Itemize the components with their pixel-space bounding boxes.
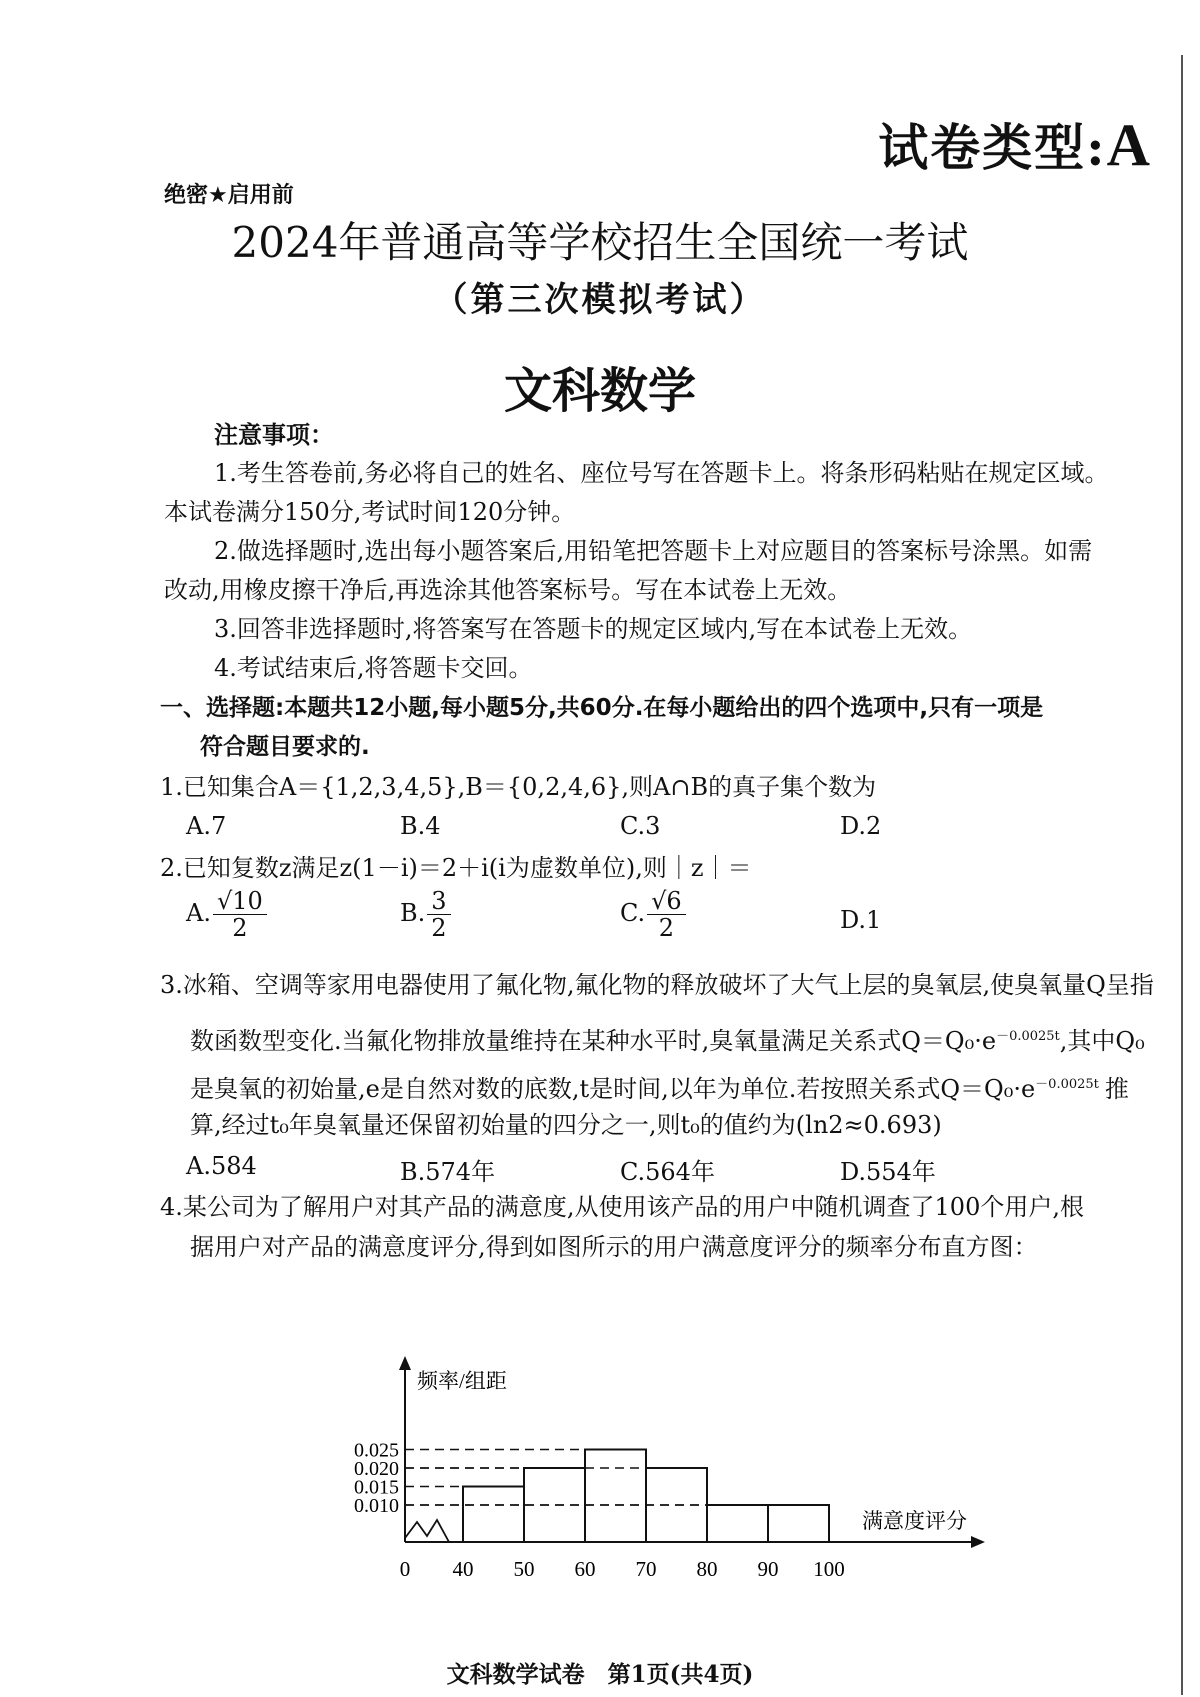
question-3-option: D.554年 (840, 1158, 936, 1186)
subject-title: 文科数学 (503, 363, 696, 419)
question-2-stem: 2.已知复数z满足z(1－i)＝2＋i(i为虚数单位),则｜z｜＝ (160, 854, 752, 882)
x-tick-label: 100 (813, 1557, 845, 1581)
question-4-line: 4.某公司为了解用户对其产品的满意度,从使用该产品的用户中随机调查了100个用户,根 (160, 1193, 1084, 1221)
notice-line: 2.做选择题时,选出每小题答案后,用铅笔把答题卡上对应题目的答案标号涂黑。如需 (214, 537, 1093, 565)
question-3-option: C.564年 (620, 1158, 715, 1186)
page-footer: 文科数学试卷 第1页(共4页) (446, 1661, 754, 1688)
question-3-line: 算,经过t₀年臭氧量还保留初始量的四分之一,则t₀的值约为(ln2≈0.693) (190, 1111, 942, 1139)
exam-title: 2024年普通高等学校招生全国统一考试 (231, 218, 969, 267)
paper-type-label: 试卷类型: (878, 118, 1107, 177)
histogram-labels (354, 1369, 967, 1581)
question-3-line: 是臭氧的初始量,e是自然对数的底数,t是时间,以年为单位.若按照关系式$Q=Q_0\cdot e^{-0.0025t}$ 推 (190, 1075, 1129, 1103)
section-heading: 一、选择题:本题共12小题,每小题5分,共60分.在每小题给出的四个选项中,只有一项是 (160, 695, 1044, 721)
y-axis-label: 频率/组距 (417, 1369, 507, 1393)
axis-break (405, 1520, 449, 1542)
question-3-line: 数函数型变化.当氟化物排放量维持在某种水平时,臭氧量满足关系式$Q=Q_0\cdot e^{-0.0025t}$,其中Q₀ (190, 1027, 1145, 1055)
question-1-option: D.2 (840, 812, 882, 840)
exam-subtitle: （第三次模拟考试） (433, 280, 767, 320)
notice-heading: 注意事项： (214, 421, 334, 449)
histogram-bar (585, 1450, 646, 1543)
confidential-mark: 绝密★启用前 (164, 183, 294, 208)
question-2-option-b: B. $\frac{3}{2}$ (400, 888, 451, 941)
x-tick-label: 40 (452, 1557, 474, 1581)
y-tick-label: 0.015 (354, 1476, 399, 1499)
x-tick-label: 60 (574, 1557, 596, 1581)
question-1-option: B.4 (400, 812, 441, 840)
x-tick-label: 80 (696, 1557, 718, 1581)
section-heading-cont: 符合题目要求的. (200, 734, 370, 760)
x-axis-arrow (971, 1536, 985, 1548)
notice-line: 本试卷满分150分,考试时间120分钟。 (164, 498, 576, 526)
y-tick-label: 0.025 (354, 1439, 399, 1462)
histogram-bar (463, 1487, 524, 1543)
y-tick-label: 0.010 (354, 1495, 399, 1517)
x-tick-label: 50 (513, 1557, 535, 1581)
question-1-option: A.7 (186, 812, 227, 840)
question-1-stem: 1.已知集合A＝{1,2,3,4,5},B＝{0,2,4,6},则A∩B的真子集个数为 (160, 773, 877, 801)
question-3-line: 3.冰箱、空调等家用电器使用了氟化物,氟化物的释放破坏了大气上层的臭氧层,使臭氧量Q呈指 (160, 971, 1154, 999)
question-2-option-d: D.1 (840, 906, 882, 934)
notice-line: 3.回答非选择题时,将答案写在答题卡的规定区域内,写在本试卷上无效。 (214, 615, 973, 643)
question-2-option-a: A. $\frac{√10}{2}$ (186, 888, 267, 941)
x-tick-label: 90 (757, 1557, 779, 1581)
question-3-option: A.584 (186, 1152, 257, 1180)
x-axis-label: 满意度评分 (862, 1509, 967, 1533)
paper-type-value: A (1106, 112, 1152, 178)
question-4-line: 据用户对产品的满意度评分,得到如图所示的用户满意度评分的频率分布直方图： (190, 1233, 1038, 1261)
x-tick-label: 0 (399, 1557, 411, 1581)
x-tick-label: 70 (635, 1557, 657, 1581)
question-3-option: B.574年 (400, 1158, 496, 1186)
notice-line: 4.考试结束后,将答题卡交回。 (214, 654, 533, 682)
histogram-bar (768, 1505, 829, 1542)
question-1-option: C.3 (620, 812, 661, 840)
y-tick-label: 0.020 (354, 1458, 399, 1480)
y-axis-arrow (399, 1356, 411, 1370)
histogram-bar (707, 1505, 768, 1542)
notice-line: 1.考生答卷前,务必将自己的姓名、座位号写在答题卡上。将条形码粘贴在规定区域。 (214, 459, 1109, 487)
notice-line: 改动,用橡皮擦干净后,再选涂其他答案标号。写在本试卷上无效。 (164, 576, 852, 604)
question-2-option-c: C. $\frac{√6}{2}$ (620, 888, 686, 941)
histogram-bars (405, 1450, 829, 1543)
